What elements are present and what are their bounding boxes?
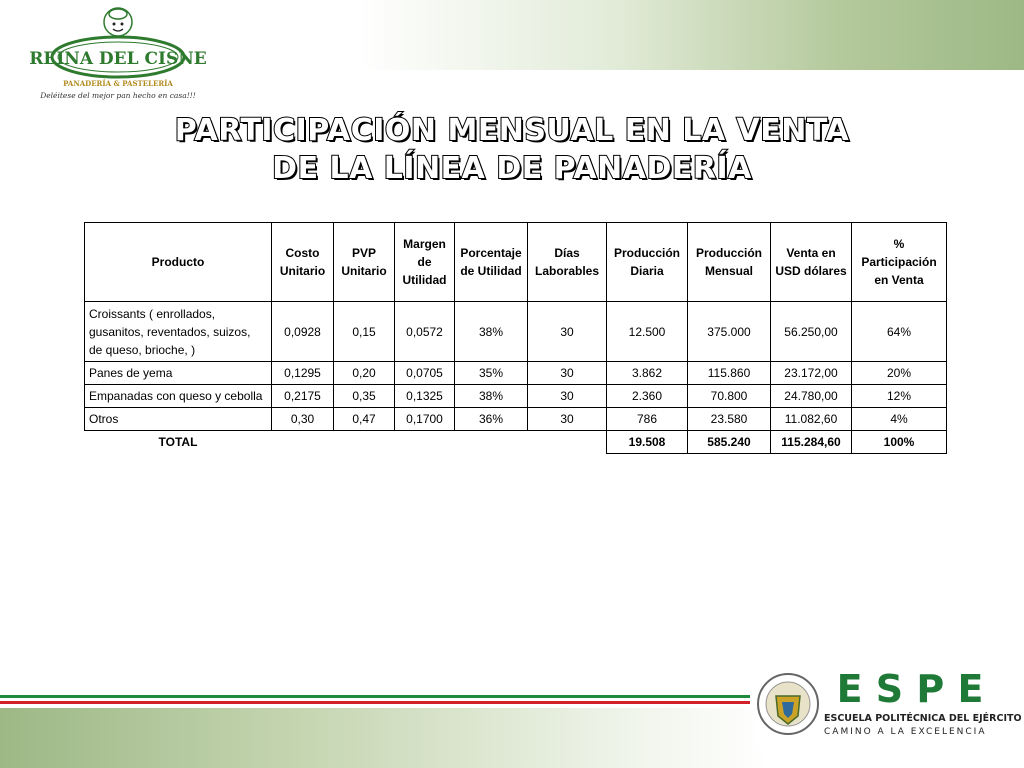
table-row	[85, 302, 947, 362]
total-prod-diaria: 19.508	[607, 431, 688, 454]
header-participacion: % Participación en Venta	[852, 223, 947, 302]
cell-margen: 0,1325	[395, 385, 455, 408]
espe-logo-text: E S P E	[836, 667, 984, 711]
cell-producto: Croissants ( enrollados, gusanitos, reventados, suizos, de queso, brioche, )	[85, 302, 272, 362]
cell-prod-mensual: 115.860	[688, 362, 771, 385]
cell-producto: Otros	[85, 408, 272, 431]
espe-crest-icon	[754, 666, 1022, 746]
table-row	[85, 385, 947, 408]
cell-prod-diaria: 786	[607, 408, 688, 431]
cell-participacion: 12%	[852, 385, 947, 408]
sales-table	[84, 222, 947, 454]
header-margen-utilidad: Margen de Utilidad	[395, 223, 455, 302]
brand-tagline: Deléitese del mejor pan hecho en casa!!!	[40, 91, 196, 100]
header-dias-laborables: Días Laborables	[528, 223, 607, 302]
header-porcentaje-utilidad: Porcentaje de Utilidad	[455, 223, 528, 302]
reina-del-cisne-logo-icon	[29, 4, 207, 104]
total-row	[85, 431, 947, 454]
cell-venta: 23.172,00	[771, 362, 852, 385]
cell-prod-mensual: 70.800	[688, 385, 771, 408]
footer-stripes	[0, 695, 750, 707]
espe-institution: ESCUELA POLITÉCNICA DEL EJÉRCITO	[824, 713, 1022, 724]
cell-porcentaje: 38%	[455, 385, 528, 408]
cell-porcentaje: 35%	[455, 362, 528, 385]
title-line-2: DE LA LÍNEA DE PANADERÍA	[272, 151, 752, 186]
cell-dias: 30	[528, 302, 607, 362]
total-venta: 115.284,60	[771, 431, 852, 454]
table-row	[85, 408, 947, 431]
cell-participacion: 4%	[852, 408, 947, 431]
brand-logo	[29, 4, 207, 104]
cell-venta: 24.780,00	[771, 385, 852, 408]
cell-participacion: 64%	[852, 302, 947, 362]
brand-name: REINA DEL CISNE	[29, 49, 207, 69]
cell-costo: 0,30	[272, 408, 334, 431]
cell-prod-mensual: 23.580	[688, 408, 771, 431]
cell-producto: Empanadas con queso y cebolla	[85, 385, 272, 408]
cell-prod-mensual: 375.000	[688, 302, 771, 362]
cell-costo: 0,2175	[272, 385, 334, 408]
cell-pvp: 0,47	[334, 408, 395, 431]
cell-venta: 56.250,00	[771, 302, 852, 362]
cell-margen: 0,0572	[395, 302, 455, 362]
total-label: TOTAL	[158, 435, 198, 450]
espe-logo	[754, 666, 1022, 746]
cell-pvp: 0,15	[334, 302, 395, 362]
header-pvp-unitario: PVP Unitario	[334, 223, 395, 302]
header-produccion-diaria: Producción Diaria	[607, 223, 688, 302]
cell-dias: 30	[528, 408, 607, 431]
cell-porcentaje: 36%	[455, 408, 528, 431]
cell-dias: 30	[528, 362, 607, 385]
cell-pvp: 0,35	[334, 385, 395, 408]
cell-prod-diaria: 12.500	[607, 302, 688, 362]
espe-motto: CAMINO A LA EXCELENCIA	[824, 727, 987, 737]
total-spacer	[272, 431, 607, 454]
cell-prod-diaria: 2.360	[607, 385, 688, 408]
cell-participacion: 20%	[852, 362, 947, 385]
header-producto: Producto	[85, 223, 272, 302]
table-row	[85, 362, 947, 385]
cell-prod-diaria: 3.862	[607, 362, 688, 385]
brand-subtitle: PANADERÍA & PASTELERÍA	[63, 79, 173, 88]
cell-producto: Panes de yema	[85, 362, 272, 385]
cell-costo: 0,0928	[272, 302, 334, 362]
title-line-1: PARTICIPACIÓN MENSUAL EN LA VENTA	[174, 113, 850, 148]
table-header-row	[85, 223, 947, 302]
cell-costo: 0,1295	[272, 362, 334, 385]
page-title	[100, 112, 924, 188]
total-participacion: 100%	[852, 431, 947, 454]
header-costo-unitario: Costo Unitario	[272, 223, 334, 302]
header-produccion-mensual: Producción Mensual	[688, 223, 771, 302]
cell-pvp: 0,20	[334, 362, 395, 385]
total-prod-mensual: 585.240	[688, 431, 771, 454]
cell-margen: 0,1700	[395, 408, 455, 431]
cell-dias: 30	[528, 385, 607, 408]
cell-porcentaje: 38%	[455, 302, 528, 362]
cell-venta: 11.082,60	[771, 408, 852, 431]
cell-margen: 0,0705	[395, 362, 455, 385]
header-venta-usd: Venta en USD dólares	[771, 223, 852, 302]
